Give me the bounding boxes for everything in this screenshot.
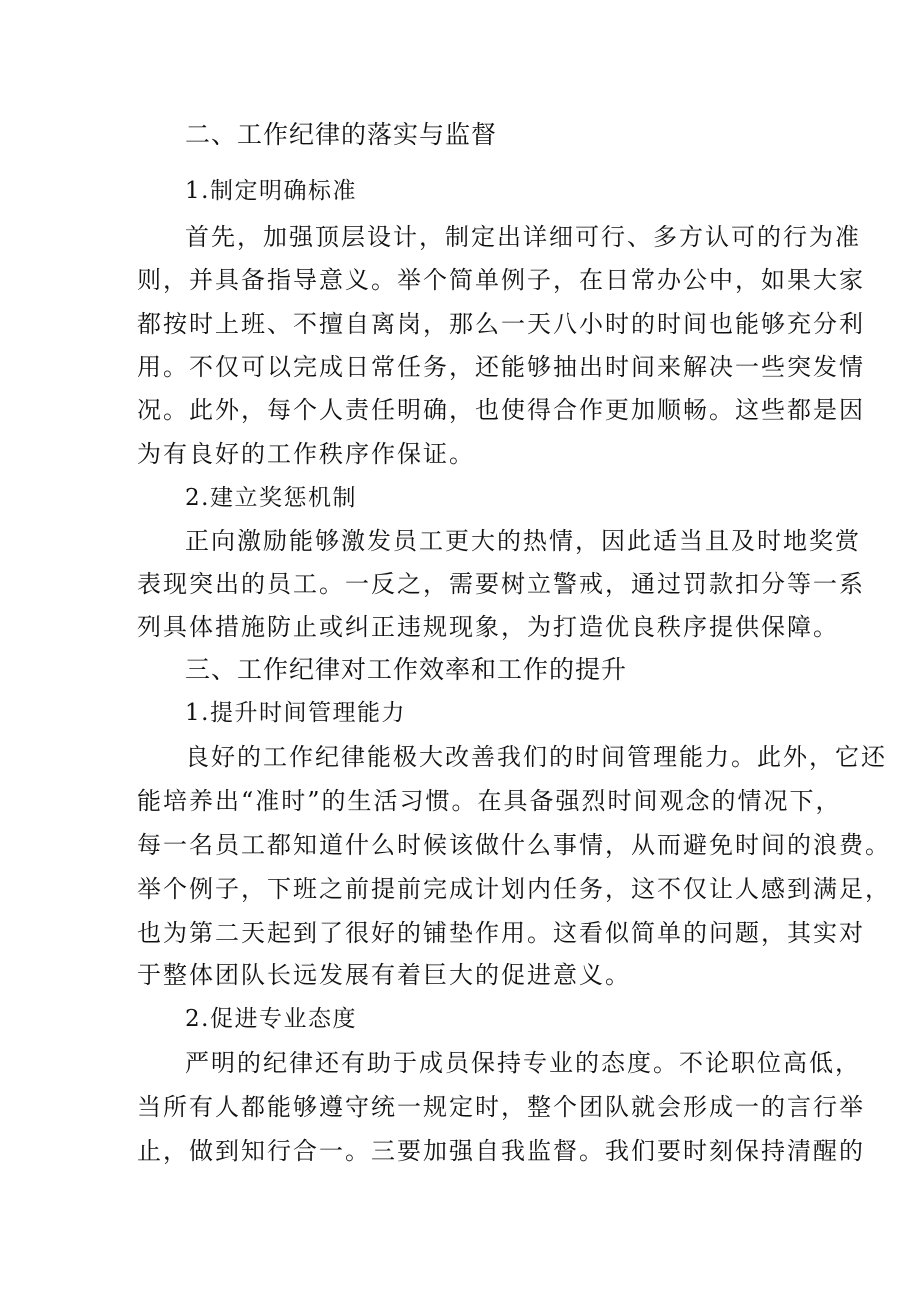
paragraph-line: 止，做到知行合一。三要加强自我监督。我们要时刻保持清醒的 [137,1137,865,1165]
subsection-title: 2.建立奖惩机制 [185,485,357,511]
paragraph-line: 首先，加强顶层设计，制定出详细可行、多方认可的行为准 [185,223,861,251]
section-heading: 二、工作纪律的落实与监督 [185,120,498,149]
paragraph-line: 也为第二天起到了很好的铺垫作用。这看似简单的问题，其实对 [137,919,865,947]
paragraph-line: 每一名员工都知道什么时候该做什么事情，从而避免时间的浪费。 [137,831,891,859]
subsection-title: 1.制定明确标准 [185,178,357,204]
paragraph-line: 良好的工作纪律能极大改善我们的时间管理能力。此外，它还 [185,743,887,771]
paragraph-line: 严明的纪律还有助于成员保持专业的态度。不论职位高低， [185,1049,861,1077]
paragraph-line: 列具体措施防止或纠正违规现象，为打造优良秩序提供保障。 [137,613,839,641]
subsection-title: 1.提升时间管理能力 [185,700,406,726]
paragraph-line: 于整体团队长远发展有着巨大的促进意义。 [137,961,631,989]
paragraph-line: 则，并具备指导意义。举个简单例子，在日常办公中，如果大家 [137,266,865,294]
paragraph-line: 当所有人都能够遵守统一规定时，整个团队就会形成一的言行举 [137,1093,865,1121]
paragraph-line: 表现突出的员工。一反之，需要树立警戒，通过罚款扣分等一系 [137,570,865,598]
paragraph-line: 都按时上班、不擅自离岗，那么一天八小时的时间也能够充分利 [137,310,865,338]
paragraph-line: 能培养出“准时”的生活习惯。在具备强烈时间观念的情况下， [137,787,842,815]
paragraph-line: 正向激励能够激发员工更大的热情，因此适当且及时地奖赏 [185,527,861,555]
paragraph-line: 用。不仅可以完成日常任务，还能够抽出时间来解决一些突发情 [137,353,865,381]
paragraph-line: 况。此外，每个人责任明确，也使得合作更加顺畅。这些都是因 [137,396,865,424]
subsection-title: 2.促进专业态度 [185,1006,357,1032]
paragraph-line: 举个例子，下班之前提前完成计划内任务，这不仅让人感到满足， [137,875,891,903]
section-heading: 三、工作纪律对工作效率和工作的提升 [185,655,628,684]
paragraph-line: 为有良好的工作秩序作保证。 [137,440,475,468]
